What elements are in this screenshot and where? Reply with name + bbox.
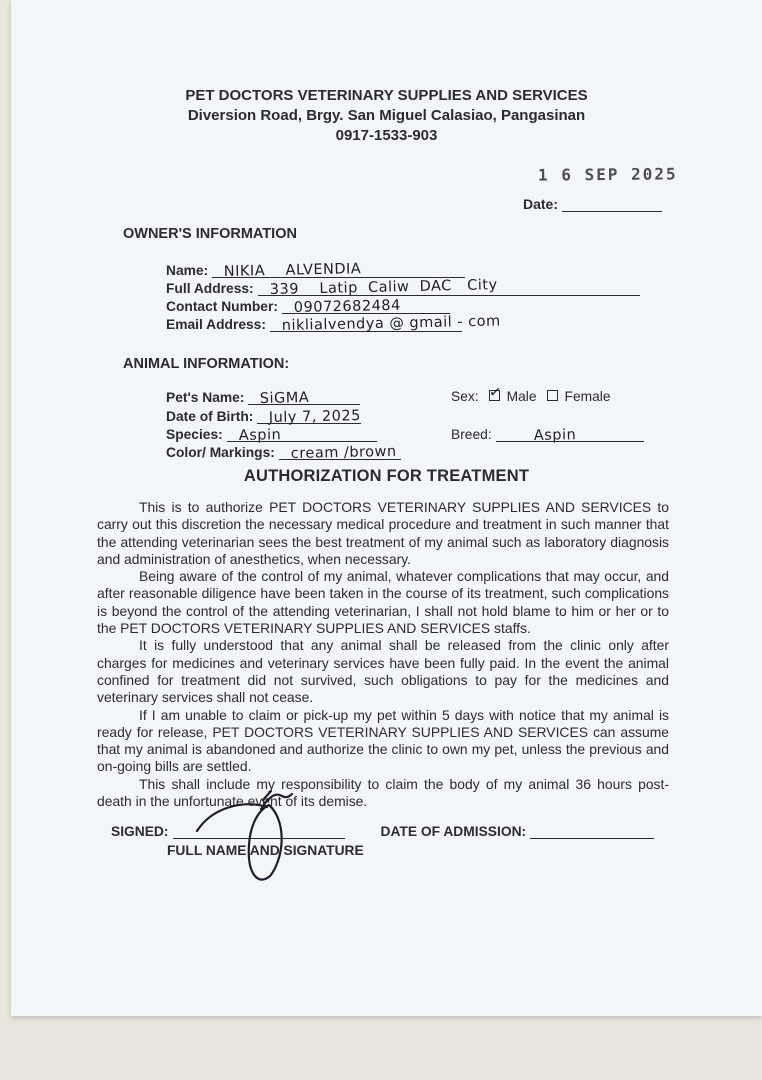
email-address-label: Email Address:	[166, 317, 266, 332]
pet-name-line	[248, 388, 360, 405]
clinic-name: PET DOCTORS VETERINARY SUPPLIES AND SERVICES	[185, 87, 588, 104]
contact-line	[282, 297, 450, 314]
sex-field-group	[451, 382, 611, 405]
color-markings-line	[279, 443, 401, 460]
email-line	[270, 313, 501, 334]
authorization-paragraph: This shall include my responsibility to claim the body of my animal 36 hours post-death in the unfortunate event of its demise.	[97, 775, 669, 810]
owner-name-row	[166, 260, 465, 278]
signed-label: SIGNED:	[111, 824, 169, 839]
contact-handwritten-value: 09072682484	[293, 297, 401, 316]
breed-line	[496, 425, 644, 442]
date-stamp: 1 6 SEP 2025	[538, 164, 679, 185]
pet-name-handwritten-value: SiGMA	[260, 389, 310, 407]
name-label: Name:	[166, 263, 209, 278]
species-line	[227, 425, 377, 442]
date-of-admission-label: DATE OF ADMISSION:	[380, 824, 527, 839]
sex-label: Sex:	[451, 388, 479, 404]
owner-section-heading: OWNER'S INFORMATION	[123, 226, 297, 242]
male-checkbox	[487, 382, 503, 402]
clinic-address: Diversion Road, Brgy. San Miguel Calasiao, Pangasinan	[187, 107, 586, 124]
sex-female-option-label: Female	[564, 388, 611, 404]
signed-line	[173, 822, 345, 839]
color-markings-row	[166, 442, 401, 460]
species-row	[166, 424, 377, 442]
color-markings-label: Color/ Markings:	[166, 445, 275, 460]
sex-male-option-label: Male	[506, 388, 537, 404]
dob-row	[166, 406, 361, 424]
date-field-row	[523, 195, 662, 212]
date-label: Date:	[522, 196, 558, 212]
authorization-paragraph: This is to authorize PET DOCTORS VETERINARY SUPPLIES AND SERVICES to carry out this discretion the necessary medical procedure and treatment in such manner that the attending veterinarian sees the best treatment of my animal such as laboratory diagnosis and administration of anesthetics, when necessary.	[97, 499, 669, 567]
date-blank-line	[562, 195, 662, 212]
name-handwritten-value: NIKIA ALVENDIA	[223, 261, 362, 280]
breed-handwritten-value: Aspin	[533, 427, 577, 444]
admission-blank-line	[530, 822, 654, 839]
address-line	[258, 279, 640, 296]
breed-label: Breed:	[451, 427, 492, 442]
color-handwritten-value: cream /brown	[290, 443, 397, 462]
animal-section-heading: ANIMAL INFORMATION:	[123, 356, 290, 372]
form-page	[11, 0, 762, 1016]
authorization-title: AUTHORIZATION FOR TREATMENT	[243, 467, 530, 485]
male-checkmark: ✓	[487, 382, 503, 402]
full-name-signature-caption: FULL NAME AND SIGNATURE	[167, 843, 364, 858]
name-line	[212, 261, 465, 278]
female-checkbox	[547, 390, 558, 401]
dob-line	[257, 407, 361, 424]
owner-email-row	[166, 313, 501, 334]
authorization-paragraph: If I am unable to claim or pick-up my pet within 5 days with notice that my animal is ready for release, PET DOCTORS VETERINARY SUPPLIES AND SERVICES can assume that my animal is abandoned and authorize the clinic to own my pet, unless the previous and on-going bills are settled.	[97, 706, 669, 775]
contact-number-label: Contact Number:	[166, 299, 278, 314]
clinic-phone: 0917-1533-903	[335, 127, 438, 144]
date-of-birth-label: Date of Birth:	[166, 409, 254, 424]
email-handwritten-value: niklialvendya @ gmail - com	[281, 313, 501, 334]
letterhead	[11, 86, 762, 146]
species-handwritten-value: Aspin	[238, 427, 282, 444]
address-handwritten-value: 339 Latip Caliw DAC City	[269, 277, 498, 298]
pet-name-label: Pet's Name:	[166, 390, 245, 405]
authorization-paragraph: Being aware of the control of my animal, whatever complications that may occur, and after reasonable diligence have been taken in the course of its treatment, such complications is beyond the control of the attending veterinarian, I shall not hold blame to him or her or to the PET DOCTORS VETERINARY SUPPLIES AND SERVICES staffs.	[97, 568, 669, 637]
authorization-paragraph: It is fully understood that any animal shall be released from the clinic only after charges for medicines and veterinary services have been fully paid. In the event the animal confined for treatment did not survived, such obligations to pay for the medicines and veterinary services shall not cease.	[97, 637, 669, 706]
dob-handwritten-value: July 7, 2025	[269, 408, 362, 426]
breed-field-group	[451, 424, 644, 442]
owner-address-row	[166, 278, 640, 296]
owner-contact-row	[166, 296, 450, 314]
species-label: Species:	[166, 427, 223, 442]
signature-row	[111, 822, 671, 839]
full-address-label: Full Address:	[166, 281, 254, 296]
pet-name-row	[166, 387, 360, 405]
authorization-body	[97, 499, 669, 810]
